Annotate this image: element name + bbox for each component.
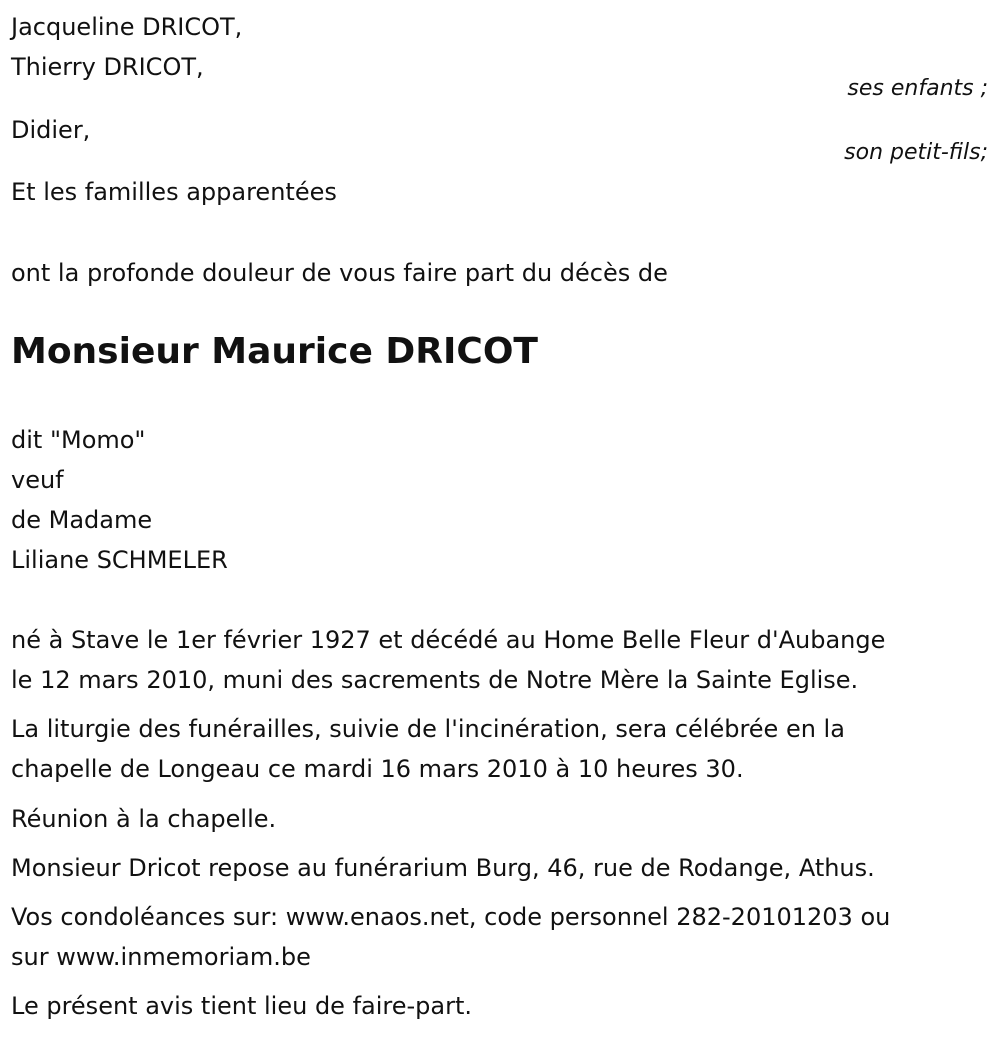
spouse-title: de Madame: [11, 506, 153, 534]
funeral-line-1: La liturgie des funérailles, suivie de l'incinération, sera célébrée en la: [11, 715, 845, 743]
children-role: ses enfants ;: [847, 76, 988, 101]
notice-closing: Le présent avis tient lieu de faire-part.: [11, 992, 473, 1020]
condolences-line-2: sur www.inmemoriam.be: [11, 943, 311, 971]
child-name-2: Thierry DRICOT,: [11, 53, 204, 81]
families-line: Et les familles apparentées: [11, 178, 337, 206]
gathering-line: Réunion à la chapelle.: [11, 805, 277, 833]
announcement: ont la profonde douleur de vous faire part du décès de: [11, 259, 668, 287]
widower-label: veuf: [11, 466, 64, 494]
nickname: dit "Momo": [11, 426, 146, 454]
condolences-line-1: Vos condoléances sur: www.enaos.net, code personnel 282-20101203 ou: [11, 903, 891, 931]
funeral-home-line: Monsieur Dricot repose au funérarium Burg, 46, rue de Rodange, Athus.: [11, 854, 875, 882]
birth-death-line-2: le 12 mars 2010, muni des sacrements de Notre Mère la Sainte Eglise.: [11, 666, 859, 694]
spouse-name: Liliane SCHMELER: [11, 546, 228, 574]
deceased-name: Monsieur Maurice DRICOT: [11, 331, 538, 372]
child-name-1: Jacqueline DRICOT,: [11, 13, 243, 41]
grandchild-role: son petit-fils;: [844, 140, 988, 165]
funeral-line-2: chapelle de Longeau ce mardi 16 mars 2010 à 10 heures 30.: [11, 755, 744, 783]
birth-death-line-1: né à Stave le 1er février 1927 et décédé au Home Belle Fleur d'Aubange: [11, 626, 886, 654]
grandchild-name: Didier,: [11, 116, 91, 144]
